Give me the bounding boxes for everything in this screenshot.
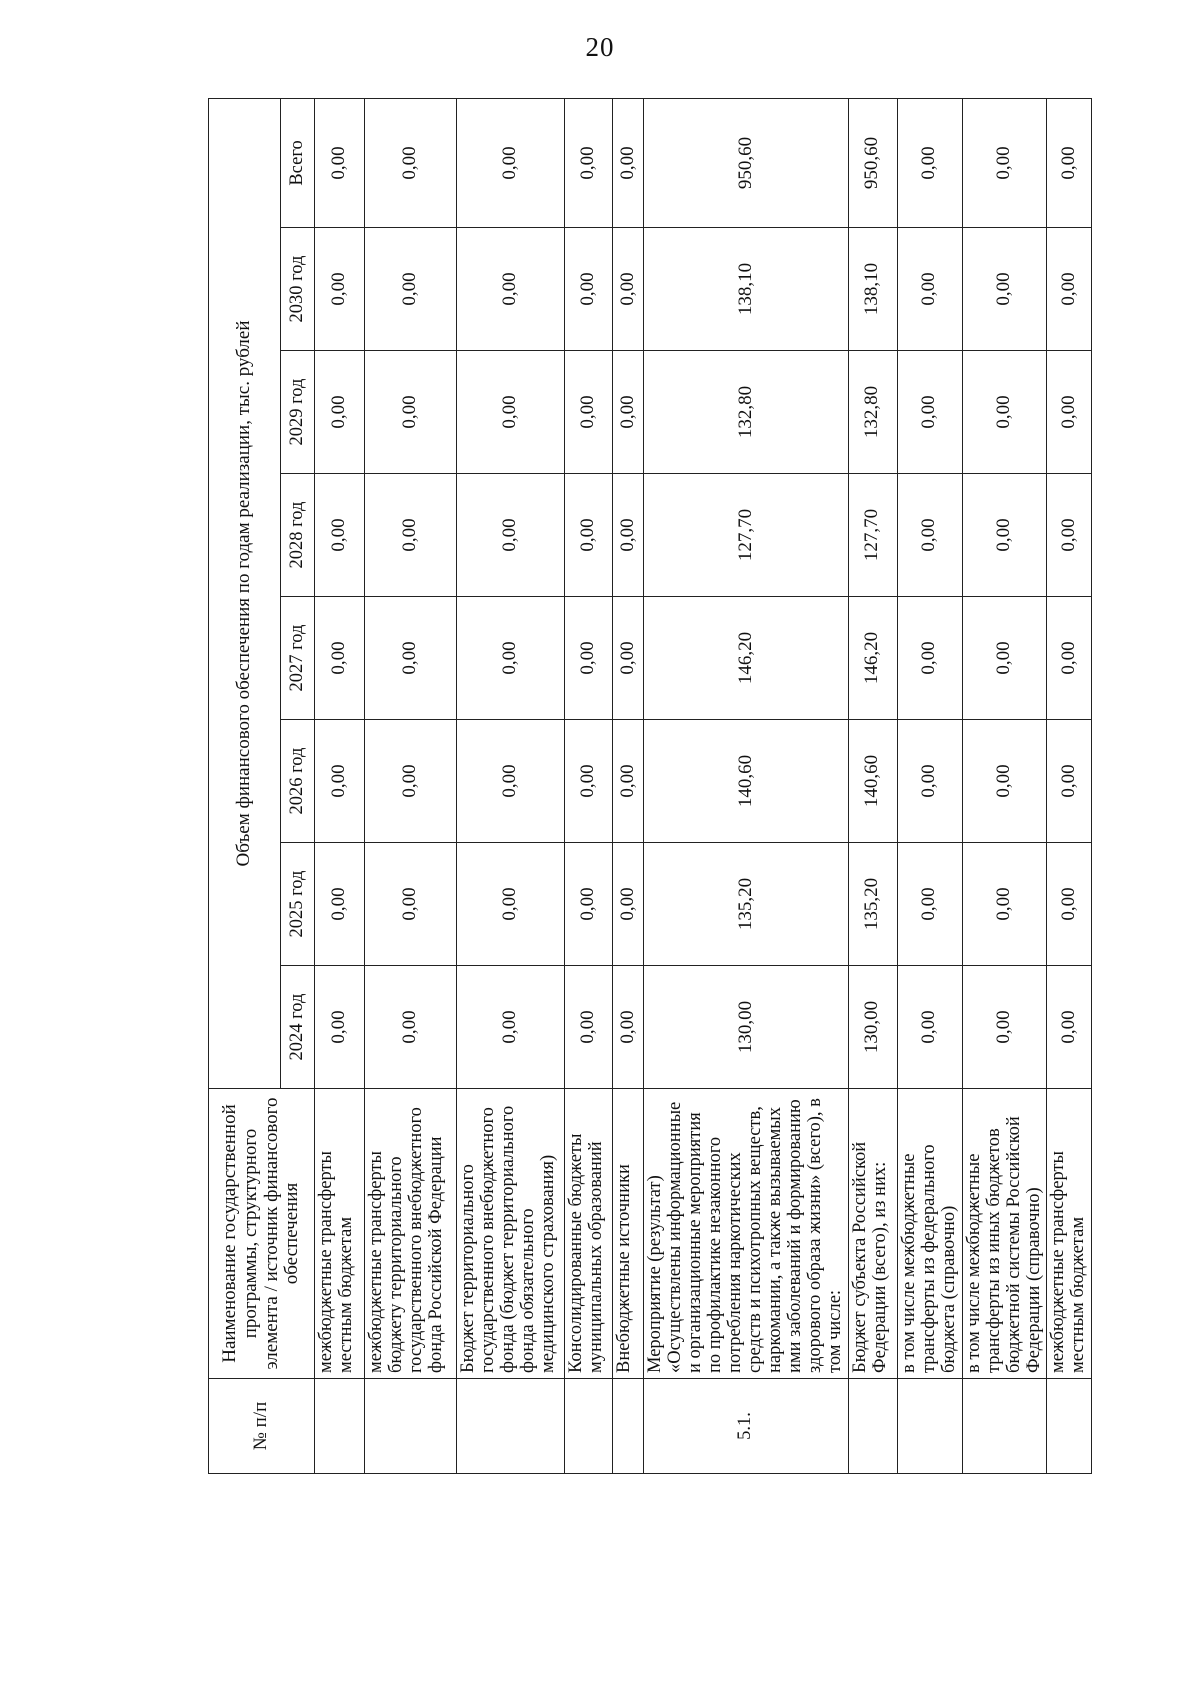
row-year-value: 0,00: [457, 843, 565, 966]
row-year-value: 0,00: [457, 228, 565, 351]
row-number: [565, 1379, 613, 1474]
row-year-value: 132,80: [848, 351, 897, 474]
row-year-value: 135,20: [644, 843, 849, 966]
header-year: 2027 год: [281, 597, 315, 720]
row-year-value: 0,00: [1047, 966, 1092, 1089]
row-name: в том числе межбюджетные трансферты из иных бюджетов бюджетной системы Российской Федерации (справочно): [962, 1089, 1047, 1379]
row-year-value: 0,00: [962, 228, 1047, 351]
row-total-value: 0,00: [897, 98, 962, 227]
row-year-value: 0,00: [962, 843, 1047, 966]
row-number: [365, 1379, 457, 1474]
header-name: Наименование государственной программы, структурного элемента / источник финансового обеспечения: [209, 1089, 315, 1379]
row-year-value: 0,00: [897, 474, 962, 597]
row-year-value: 0,00: [565, 228, 613, 351]
row-year-value: 0,00: [565, 474, 613, 597]
row-year-value: 0,00: [613, 843, 644, 966]
row-year-value: 146,20: [848, 597, 897, 720]
row-year-value: 0,00: [962, 474, 1047, 597]
table-row: [365, 98, 457, 1473]
row-name: Консолидированные бюджеты муниципальных образований: [565, 1089, 613, 1379]
row-name: Внебюджетные источники: [613, 1089, 644, 1379]
row-year-value: 0,00: [613, 474, 644, 597]
row-year-value: 0,00: [962, 351, 1047, 474]
financing-table: [208, 98, 1092, 1474]
row-name: межбюджетные трансферты местным бюджетам: [1047, 1089, 1092, 1379]
row-year-value: 0,00: [315, 966, 365, 1089]
row-year-value: 0,00: [613, 720, 644, 843]
row-total-value: 950,60: [848, 98, 897, 227]
row-year-value: 0,00: [365, 966, 457, 1089]
row-year-value: 0,00: [365, 474, 457, 597]
row-year-value: 0,00: [315, 720, 365, 843]
row-year-value: 0,00: [565, 351, 613, 474]
row-name: Мероприятие (результат) «Осуществлены информационные и организационные мероприятия по профилактике незаконного потребления наркотических средств и психотропных веществ, наркомании, а также вызываемых ими заболеваний и формированию здорового образа жизни» (всего), в том числе:: [644, 1089, 849, 1379]
row-year-value: 127,70: [644, 474, 849, 597]
header-year: 2024 год: [281, 966, 315, 1089]
row-total-value: 0,00: [457, 98, 565, 227]
table-row: [1047, 98, 1092, 1473]
row-year-value: 0,00: [565, 597, 613, 720]
row-year-value: 0,00: [962, 597, 1047, 720]
table-body: [315, 98, 1092, 1473]
table-row: [962, 98, 1047, 1473]
row-number: [962, 1379, 1047, 1474]
table-row: [457, 98, 565, 1473]
header-year: 2030 год: [281, 228, 315, 351]
row-total-value: 0,00: [365, 98, 457, 227]
row-year-value: 132,80: [644, 351, 849, 474]
header-volume: Объем финансового обеспечения по годам реализации, тыс. рублей: [209, 98, 281, 1088]
row-number: [1047, 1379, 1092, 1474]
row-name: в том числе межбюджетные трансферты из федерального бюджета (справочно): [897, 1089, 962, 1379]
table-row: [897, 98, 962, 1473]
table-row: [613, 98, 644, 1473]
row-total-value: 0,00: [613, 98, 644, 227]
row-year-value: 138,10: [644, 228, 849, 351]
row-year-value: 0,00: [1047, 843, 1092, 966]
row-total-value: 950,60: [644, 98, 849, 227]
row-number: [315, 1379, 365, 1474]
row-year-value: 146,20: [644, 597, 849, 720]
row-year-value: 0,00: [962, 966, 1047, 1089]
row-year-value: 0,00: [315, 843, 365, 966]
row-year-value: 140,60: [644, 720, 849, 843]
row-year-value: 0,00: [315, 228, 365, 351]
row-year-value: 0,00: [457, 474, 565, 597]
row-year-value: 127,70: [848, 474, 897, 597]
row-year-value: 0,00: [613, 351, 644, 474]
row-year-value: 130,00: [644, 966, 849, 1089]
row-year-value: 0,00: [457, 597, 565, 720]
row-year-value: 0,00: [457, 966, 565, 1089]
table-row: [315, 98, 365, 1473]
row-year-value: 0,00: [457, 351, 565, 474]
header-year: 2029 год: [281, 351, 315, 474]
header-num: № п/п: [209, 1379, 315, 1474]
row-year-value: 0,00: [1047, 720, 1092, 843]
row-total-value: 0,00: [962, 98, 1047, 227]
row-year-value: 0,00: [897, 597, 962, 720]
row-total-value: 0,00: [565, 98, 613, 227]
row-year-value: 0,00: [613, 597, 644, 720]
header-year: 2026 год: [281, 720, 315, 843]
row-year-value: 0,00: [897, 351, 962, 474]
rotated-table-container: [208, 99, 1089, 1474]
row-year-value: 0,00: [1047, 474, 1092, 597]
row-year-value: 135,20: [848, 843, 897, 966]
page-number: 20: [585, 32, 615, 62]
row-name: Бюджет территориального государственного внебюджетного фонда (бюджет территориального фонда обязательного медицинского страхования): [457, 1089, 565, 1379]
row-year-value: 0,00: [897, 228, 962, 351]
row-year-value: 0,00: [897, 720, 962, 843]
row-year-value: 0,00: [315, 597, 365, 720]
row-name: Бюджет субъекта Российской Федерации (всего), из них:: [848, 1089, 897, 1379]
row-year-value: 0,00: [565, 843, 613, 966]
row-year-value: 0,00: [1047, 597, 1092, 720]
row-name: межбюджетные трансферты бюджету территориального государственного внебюджетного фонда Российской Федерации: [365, 1089, 457, 1379]
row-year-value: 0,00: [1047, 228, 1092, 351]
row-year-value: 0,00: [613, 228, 644, 351]
row-year-value: 0,00: [962, 720, 1047, 843]
row-number: 5.1.: [644, 1379, 849, 1474]
row-year-value: 0,00: [365, 228, 457, 351]
header-year: 2025 год: [281, 843, 315, 966]
row-year-value: 0,00: [565, 720, 613, 843]
row-year-value: 0,00: [897, 843, 962, 966]
header-year: 2028 год: [281, 474, 315, 597]
row-number: [897, 1379, 962, 1474]
row-total-value: 0,00: [1047, 98, 1092, 227]
row-year-value: 140,60: [848, 720, 897, 843]
header-row-top: [209, 98, 281, 1473]
table-row: [644, 98, 849, 1473]
row-year-value: 0,00: [565, 966, 613, 1089]
row-year-value: 0,00: [613, 966, 644, 1089]
row-year-value: 0,00: [365, 597, 457, 720]
row-year-value: 0,00: [365, 843, 457, 966]
row-year-value: 0,00: [315, 474, 365, 597]
row-year-value: 138,10: [848, 228, 897, 351]
row-number: [457, 1379, 565, 1474]
row-year-value: 0,00: [365, 720, 457, 843]
row-number: [613, 1379, 644, 1474]
table-row: [565, 98, 613, 1473]
row-year-value: 0,00: [457, 720, 565, 843]
header-total: Всего: [281, 98, 315, 227]
table-row: [848, 98, 897, 1473]
row-year-value: 0,00: [1047, 351, 1092, 474]
row-year-value: 0,00: [315, 351, 365, 474]
row-number: [848, 1379, 897, 1474]
row-year-value: 0,00: [897, 966, 962, 1089]
row-total-value: 0,00: [315, 98, 365, 227]
row-year-value: 130,00: [848, 966, 897, 1089]
row-year-value: 0,00: [365, 351, 457, 474]
row-name: межбюджетные трансферты местным бюджетам: [315, 1089, 365, 1379]
